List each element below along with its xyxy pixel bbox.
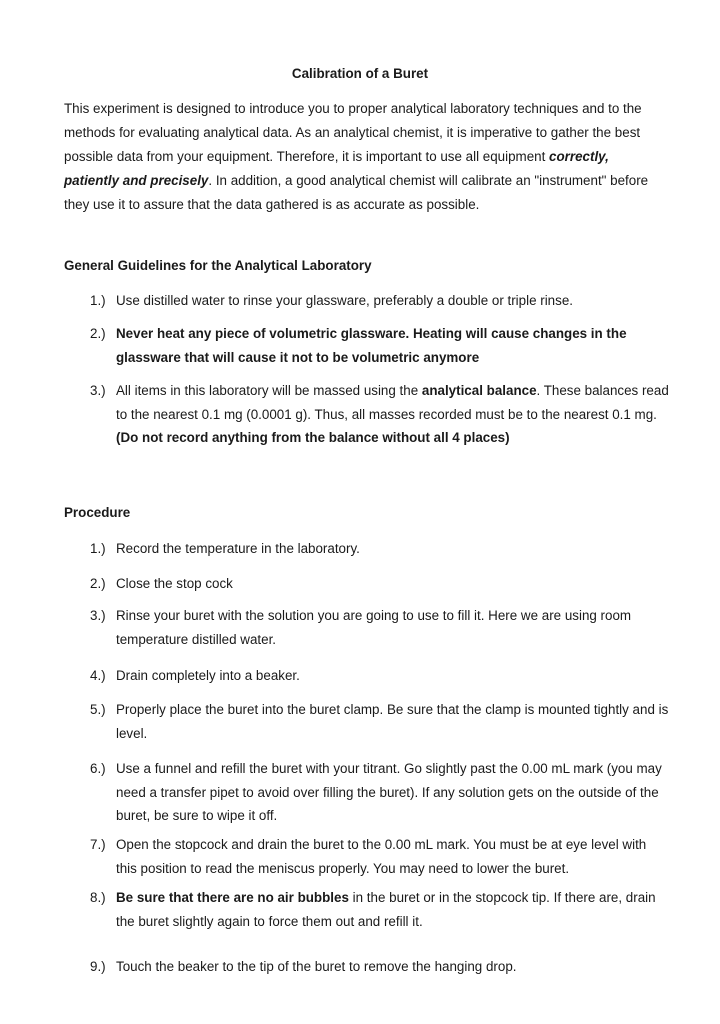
guideline-number: 1.) — [90, 293, 106, 308]
guideline-bold-part: analytical balance — [421, 383, 537, 398]
step-text: Rinse your buret with the solution you are going to use to fill it. Here we are using room temperature distilled water. — [116, 608, 632, 647]
step-text-part: in the buret or in the stopcock tip. If there are, drain the buret slightly again to force them out and refill it. — [116, 890, 656, 929]
document-title: Calibration of a Buret — [291, 66, 429, 81]
step-bold-part: Be sure that there are no air bubbles — [116, 890, 349, 905]
step-number: 5.) — [90, 702, 106, 717]
guideline-text: Never heat any piece of volumetric glassware. Heating will cause changes in the glassware that will cause it not to be volumetric anymore — [116, 326, 627, 365]
procedure-step — [90, 955, 670, 979]
procedure-heading: Procedure — [64, 505, 131, 520]
guideline-text: Use distilled water to rinse your glassware, preferably a double or triple rinse. — [116, 293, 573, 308]
guideline-item — [90, 379, 670, 450]
guideline-item — [90, 322, 670, 369]
step-number: 7.) — [90, 837, 106, 852]
procedure-step — [90, 757, 670, 828]
guideline-text — [116, 379, 670, 450]
step-text: Drain completely into a beaker. — [116, 668, 300, 683]
procedure-step — [90, 537, 670, 561]
intro-text-2: . In addition, a good analytical chemist will calibrate an "instrument" before they use it to assure that the data gathered is as accurate as possible. — [64, 173, 649, 212]
step-number: 6.) — [90, 761, 106, 776]
step-text: Open the stopcock and drain the buret to the 0.00 mL mark. You must be at eye level with this position to read the meniscus properly. You may need to lower the buret. — [116, 837, 647, 876]
step-text — [116, 886, 670, 933]
step-text: Properly place the buret into the buret clamp. Be sure that the clamp is mounted tightly and is level. — [116, 702, 669, 741]
guidelines-heading: General Guidelines for the Analytical Laboratory — [64, 258, 372, 273]
procedure-step — [90, 604, 670, 651]
procedure-step — [90, 698, 670, 745]
procedure-step — [90, 664, 670, 688]
step-number: 1.) — [90, 541, 106, 556]
intro-paragraph — [64, 97, 664, 217]
step-number: 9.) — [90, 959, 106, 974]
step-number: 4.) — [90, 668, 106, 683]
procedure-step — [90, 572, 670, 596]
guideline-item — [90, 289, 670, 313]
guideline-number: 2.) — [90, 326, 106, 341]
guideline-bold-part: (Do not record anything from the balance without all 4 places) — [116, 430, 510, 445]
procedure-step — [90, 886, 670, 933]
step-text: Record the temperature in the laboratory. — [116, 541, 360, 556]
step-text: Use a funnel and refill the buret with your titrant. Go slightly past the 0.00 mL mark (you may need a transfer pipet to avoid over filling the buret). If any solution gets on the outside of the buret, be sure to wipe it off. — [116, 761, 662, 823]
step-text: Close the stop cock — [116, 576, 233, 591]
intro-emphasis: correctly, patiently and precisely — [64, 149, 609, 188]
intro-text-1: This experiment is designed to introduce you to proper analytical laboratory techniques and to the methods for evaluating analytical data. As an analytical chemist, it is imperative to gather the best possible data from your equipment. Therefore, it is important to use all equipment — [64, 101, 642, 164]
step-number: 3.) — [90, 608, 106, 623]
step-number: 8.) — [90, 890, 106, 905]
guideline-text-part: All items in this laboratory will be massed using the — [116, 383, 422, 398]
guideline-number: 3.) — [90, 383, 106, 398]
step-text: Touch the beaker to the tip of the buret to remove the hanging drop. — [116, 959, 517, 974]
step-number: 2.) — [90, 576, 106, 591]
procedure-step — [90, 833, 670, 880]
guideline-text-part: . These balances read to the nearest 0.1 mg (0.0001 g). Thus, all masses recorded must be to the nearest 0.1 mg. — [116, 383, 669, 422]
